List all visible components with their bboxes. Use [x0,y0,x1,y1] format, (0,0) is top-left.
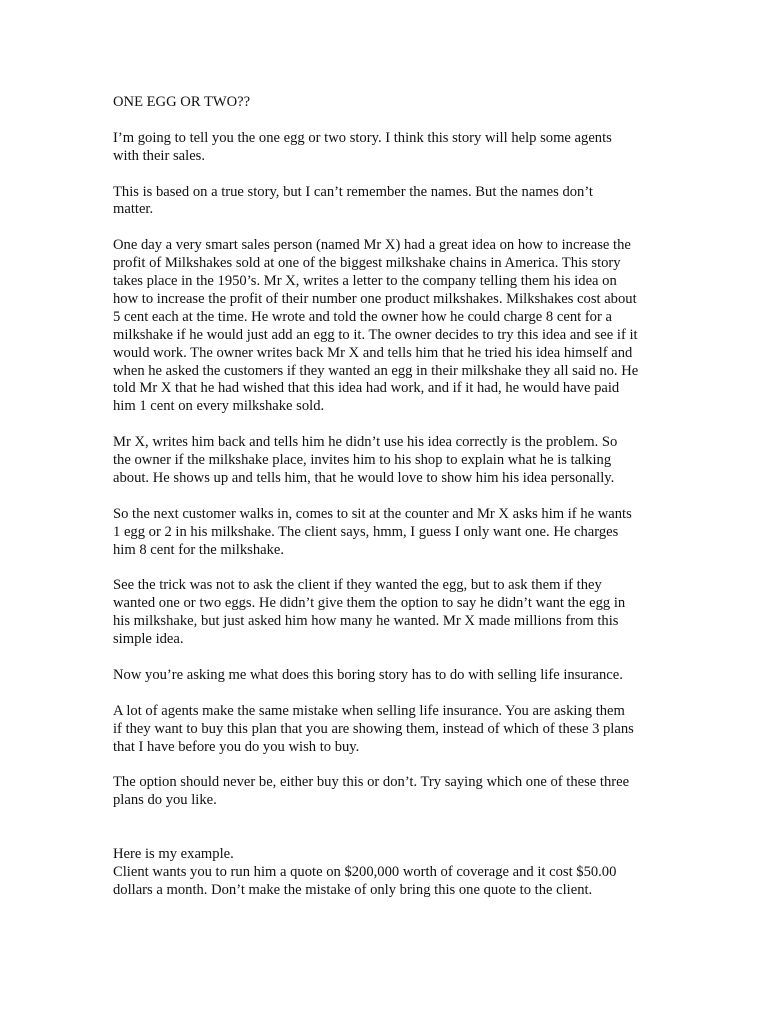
text-line: takes place in the 1950’s. Mr X, writes a letter to the company telling them his idea on [113,273,617,290]
text-line: I’m going to tell you the one egg or two story. I think this story will help some agents [113,129,612,146]
text-line: 5 cent each at the time. He wrote and told the owner how he could charge 8 cent for a [113,308,612,325]
text-line: This is based on a true story, but I can’t remember the names. But the names don’t [113,183,593,200]
text-line: Here is my example. [113,845,234,862]
text-line: Now you’re asking me what does this boring story has to do with selling life insurance. [113,666,623,683]
text-line: would work. The owner writes back Mr X and tells him that he tried his idea himself and [113,344,633,361]
paragraph-question [113,667,658,685]
text-line: wanted one or two eggs. He didn’t give them the option to say he didn’t want the egg in [113,595,626,612]
text-line: his milkshake, but just asked him how many he wanted. Mr X made millions from this [113,613,619,630]
text-line: So the next customer walks in, comes to sit at the counter and Mr X asks him if he wants [113,505,632,522]
text-line: if they want to buy this plan that you are showing them, instead of which of these 3 plans [113,720,634,737]
text-line: that I have before you do you wish to buy. [113,738,360,755]
text-line: told Mr X that he had wished that this idea had work, and if it had, he would have paid [113,380,620,397]
text-line: about. He shows up and tells him, that he would love to show him his idea personally. [113,469,615,486]
paragraph-the-option [113,774,658,810]
text-line: him 1 cent on every milkshake sold. [113,398,325,415]
paragraph-reply [113,434,658,488]
paragraph-story-setup [113,237,658,416]
text-line: simple idea. [113,631,184,648]
paragraph-intro [113,130,658,166]
text-line: milkshake if he would just add an egg to it. The owner decides to try this idea and see if it [113,326,638,343]
text-line: Mr X, writes him back and tells him he didn’t use his idea correctly is the problem. So [113,434,618,451]
text-line: A lot of agents make the same mistake when selling life insurance. You are asking them [113,702,625,719]
text-line: the owner if the milkshake place, invites him to his shop to explain what he is talking [113,452,612,469]
text-line: when he asked the customers if they wanted an egg in their milkshake they all said no. He [113,362,639,379]
text-line: him 8 cent for the milkshake. [113,541,285,558]
text-line: plans do you like. [113,792,217,809]
paragraph-example [113,846,658,900]
paragraph-the-trick [113,577,658,649]
paragraph-next-customer [113,506,658,560]
text-line: Client wants you to run him a quote on $200,000 worth of coverage and it cost $50.00 [113,863,617,880]
text-line: One day a very smart sales person (named Mr X) had a great idea on how to increase the [113,237,631,254]
blank-line [113,828,658,846]
text-line: profit of Milkshakes sold at one of the biggest milkshake chains in America. This story [113,255,621,272]
paragraph-agents-mistake [113,703,658,757]
text-line: with their sales. [113,147,206,164]
text-line: The option should never be, either buy this or don’t. Try saying which one of these three [113,774,630,791]
text-line: dollars a month. Don’t make the mistake of only bring this one quote to the client. [113,881,593,898]
document-body [113,94,658,918]
text-line: matter. [113,201,154,218]
document-title: ONE EGG OR TWO?? [113,94,251,110]
text-line: 1 egg or 2 in his milkshake. The client says, hmm, I guess I only want one. He charges [113,523,619,540]
paragraph-true-story [113,184,658,220]
text-line: how to increase the profit of their number one product milkshakes. Milkshakes cost about [113,290,637,307]
text-line: See the trick was not to ask the client if they wanted the egg, but to ask them if they [113,577,602,594]
